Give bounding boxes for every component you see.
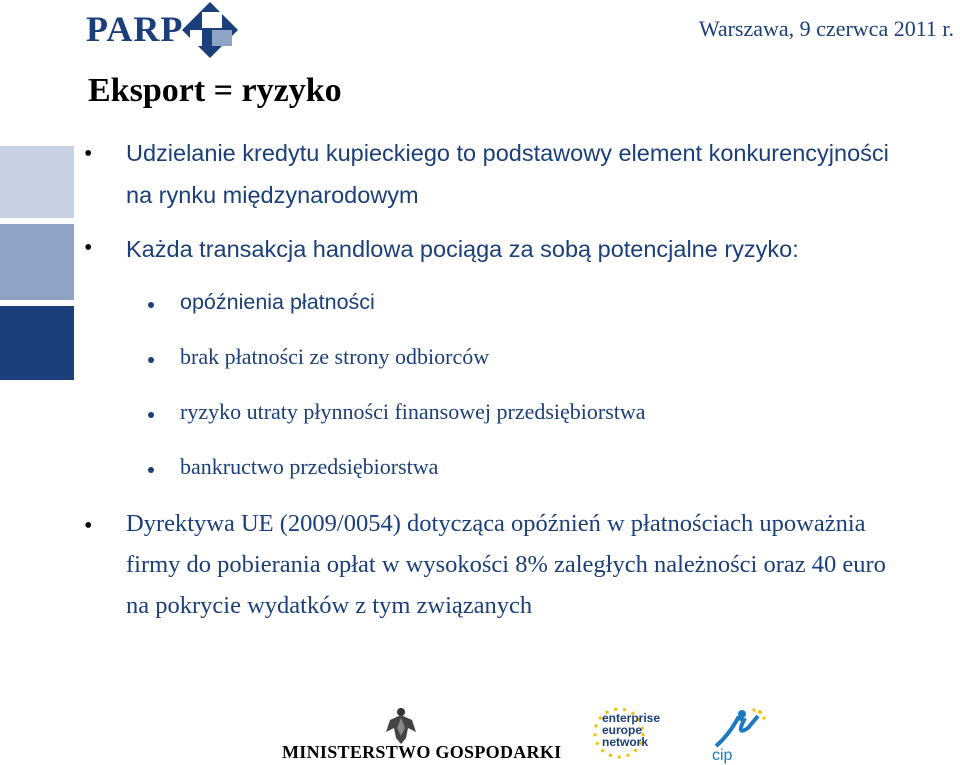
bullet-text-directive (126, 503, 956, 626)
side-bar-mid (0, 224, 74, 300)
sub-bullet-late-payments: opóźnienia płatności (180, 290, 375, 314)
ministry-label: MINISTERSTWO GOSPODARKI (282, 742, 562, 762)
slide-title: Eksport = ryzyko (88, 72, 342, 109)
bullet-text-credit (126, 132, 956, 216)
sub-bullet-bankruptcy: bankructwo przedsiębiorstwa (180, 454, 439, 479)
directive-line: Dyrektywa UE (2009/0054) dotycząca opóźnień w płatnościach upoważnia (126, 510, 866, 537)
directive-line: firmy do pobierania opłat w wysokości 8% zaległych należności oraz 40 euro (126, 551, 886, 578)
bullet-icon: • (84, 141, 93, 167)
sub-bullet-icon (148, 467, 154, 473)
bullet-text-risk: Każda transakcja handlowa pociąga za sobą potencjalne ryzyko: (126, 236, 799, 262)
eagle-emblem-icon (384, 706, 418, 746)
een-line: enterprise (602, 711, 661, 725)
parp-logo-text: PARP (86, 9, 184, 49)
bullet-icon: • (84, 235, 93, 261)
bullet-icon: • (84, 513, 93, 539)
sub-bullet-icon (148, 302, 154, 308)
parp-logo-icon (176, 2, 244, 58)
slide-date: Warszawa, 9 czerwca 2011 r. (698, 16, 954, 41)
sub-bullet-liquidity: ryzyko utraty płynności finansowej przedsiębiorstwa (180, 399, 646, 424)
cip-logo-icon (708, 706, 768, 764)
sub-bullet-no-payments: brak płatności ze strony odbiorców (180, 344, 490, 369)
een-line: network (602, 735, 649, 749)
bullet-line: na rynku międzynarodowym (126, 182, 419, 208)
een-line: europe (602, 723, 643, 737)
bullet-line: Udzielanie kredytu kupieckiego to podstawowy element konkurencyjności (126, 140, 889, 166)
sub-bullet-icon (148, 412, 154, 418)
cip-label: cip (712, 747, 733, 764)
side-bar-light (0, 146, 74, 218)
directive-line: na pokrycie wydatków z tym związanych (126, 592, 533, 619)
een-logo-text (602, 712, 662, 748)
sub-bullet-icon (148, 357, 154, 363)
side-bar-dark (0, 306, 74, 380)
